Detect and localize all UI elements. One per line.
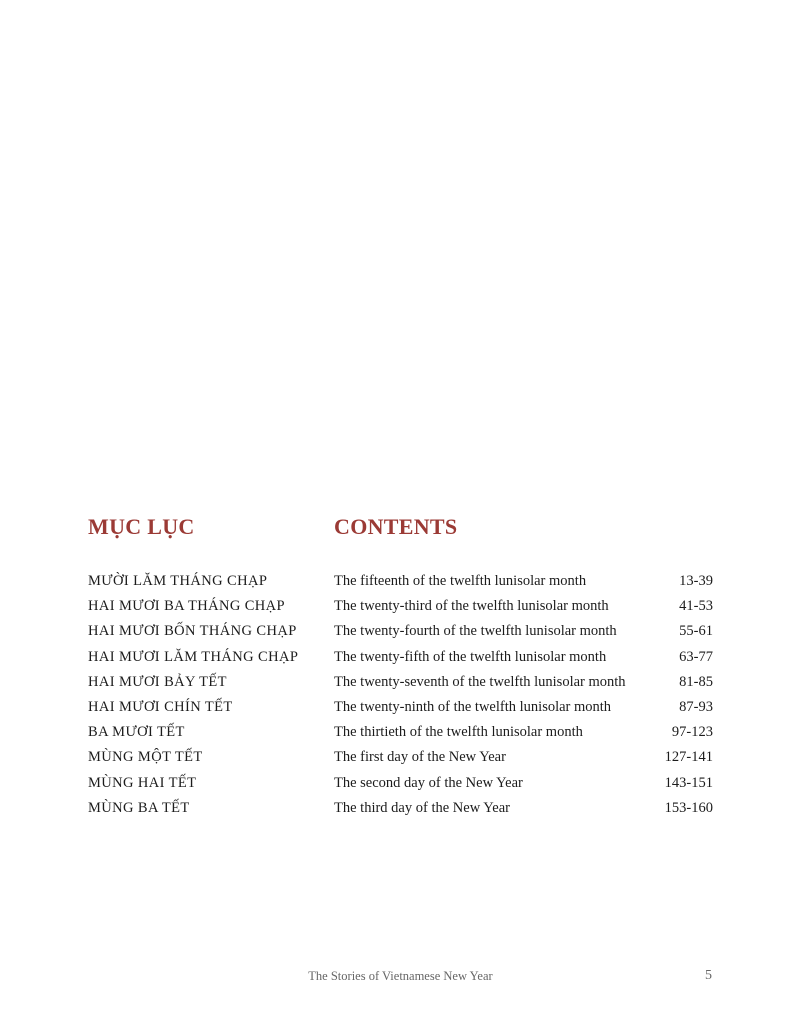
toc-entry-page-range: 87-93 (679, 698, 713, 715)
toc-entry-page-range: 81-85 (679, 673, 713, 690)
toc-entry (88, 646, 713, 671)
toc-entry-page-range: 153-160 (664, 799, 713, 816)
toc-entry-english-title: The thirtieth of the twelfth lunisolar month (334, 724, 583, 741)
toc-entry-vietnamese-title: HAI MƯƠI BỐN THÁNG CHẠP (88, 623, 297, 640)
toc-entry (88, 570, 713, 595)
toc-entry-page-range: 127-141 (664, 749, 713, 766)
toc-entry-page-range: 143-151 (664, 774, 713, 791)
toc-entry-english-title: The twenty-fifth of the twelfth lunisolar month (334, 648, 607, 665)
toc-entry-vietnamese-title: HAI MƯƠI BA THÁNG CHẠP (88, 598, 286, 615)
toc-entry-page-range: 97-123 (671, 724, 713, 741)
toc-entry-vietnamese-title: MƯỜI LĂM THÁNG CHẠP (88, 573, 268, 589)
toc-entry-page-range: 13-39 (679, 573, 713, 589)
footer-page-number: 5 (705, 968, 712, 983)
toc-entry (88, 696, 713, 721)
toc-entry (88, 746, 713, 771)
toc-entry-english-title: The second day of the New Year (334, 774, 523, 791)
toc-entry (88, 595, 713, 620)
toc-entry-english-title: The twenty-third of the twelfth lunisolar month (334, 598, 609, 615)
toc-heading-vietnamese: MỤC LỤC (88, 514, 195, 539)
footer-book-title: The Stories of Vietnamese New Year (308, 969, 493, 983)
toc-entry (88, 671, 713, 696)
toc-entry-vietnamese-title: MÙNG BA TẾT (88, 799, 190, 816)
toc-entry (88, 772, 713, 797)
toc-entry-english-title: The first day of the New Year (334, 749, 506, 766)
toc-entry (88, 721, 713, 746)
toc-entry (88, 797, 713, 822)
toc-entry (88, 620, 713, 645)
toc-entry-vietnamese-title: HAI MƯƠI LĂM THÁNG CHẠP (88, 648, 299, 665)
toc-entry-vietnamese-title: MÙNG HAI TẾT (88, 774, 197, 791)
toc-entry-vietnamese-title: MÙNG MỘT TẾT (88, 749, 203, 766)
toc-entry-english-title: The third day of the New Year (334, 799, 510, 816)
toc-entry-english-title: The twenty-fourth of the twelfth lunisolar month (334, 623, 617, 640)
toc-entry-vietnamese-title: HAI MƯƠI CHÍN TẾT (88, 698, 233, 715)
toc-entry-vietnamese-title: BA MƯƠI TẾT (88, 724, 185, 741)
toc-entry-english-title: The fifteenth of the twelfth lunisolar month (334, 573, 587, 589)
toc-entry-vietnamese-title: HAI MƯƠI BẢY TẾT (88, 673, 227, 690)
toc-entry-page-range: 41-53 (679, 598, 713, 615)
toc-entry-page-range: 63-77 (679, 648, 713, 665)
toc-entry-english-title: The twenty-seventh of the twelfth lunisolar month (334, 673, 626, 690)
toc-heading-english: CONTENTS (334, 514, 458, 539)
table-of-contents (88, 570, 713, 822)
toc-entry-page-range: 55-61 (679, 623, 713, 640)
toc-entry-english-title: The twenty-ninth of the twelfth lunisolar month (334, 698, 612, 715)
